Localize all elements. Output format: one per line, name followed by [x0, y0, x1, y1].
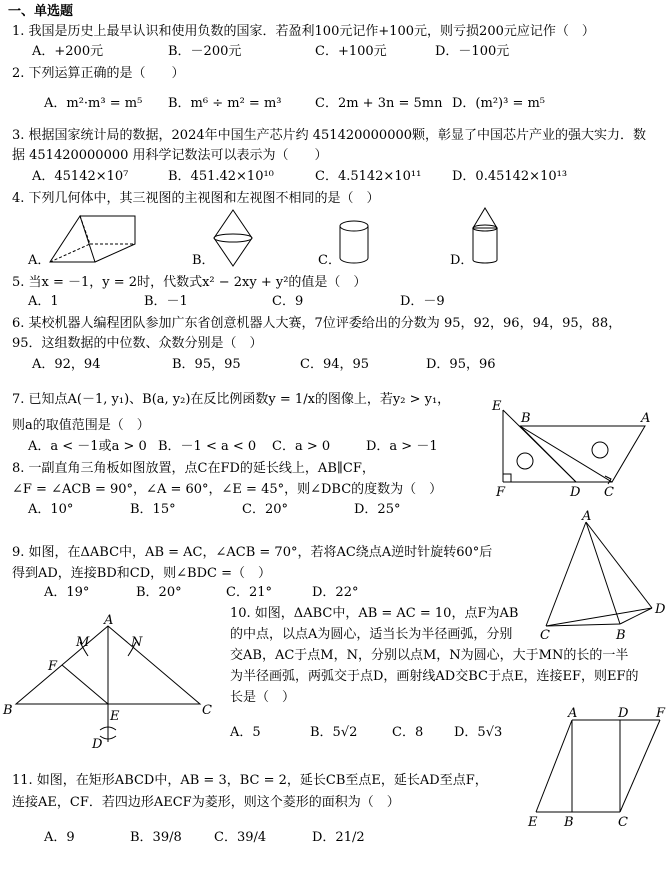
q4-option-b[interactable]: B．: [192, 253, 215, 268]
q3-stem-line2: 据 451420000000 用科学记数法可以表示为（ ）: [12, 148, 328, 163]
q8-option-a[interactable]: A．10°: [28, 502, 74, 517]
q2-option-c[interactable]: C．2m + 3n = 5mn: [315, 96, 443, 111]
q8-stem-line1: 8. 一副直角三角板如图放置，点C在FD的延长线上，AB∥CF，: [12, 461, 375, 476]
q10-label-e: E: [110, 709, 120, 724]
q2-option-d[interactable]: D．(m²)³ = m⁵: [452, 96, 546, 111]
double-cone-figure: [208, 208, 258, 270]
q5-option-d[interactable]: D．－9: [400, 294, 445, 309]
q5-option-a[interactable]: A．1: [28, 294, 59, 309]
q10-option-c[interactable]: C．8: [392, 725, 424, 740]
q11-rhombus-figure: [520, 708, 670, 830]
q8-label-c: C: [604, 485, 614, 500]
q11-label-a: A: [568, 706, 578, 721]
q9-rotation-figure: [536, 510, 671, 642]
q8-triangle-boards-figure: [488, 398, 668, 500]
q11-label-e: E: [528, 815, 538, 830]
q11-label-c: C: [618, 815, 628, 830]
q7-option-d[interactable]: D．a > －1: [366, 439, 438, 454]
q4-option-a[interactable]: A．: [28, 253, 51, 268]
q10-label-n: N: [131, 635, 143, 650]
cone-on-cylinder-figure: [466, 206, 506, 268]
q10-label-d: D: [92, 737, 103, 752]
q8-option-b[interactable]: B．15°: [130, 502, 176, 517]
q9-label-c: C: [540, 628, 550, 643]
q6-stem-line2: 95．这组数据的中位数、众数分别是（ ）: [12, 336, 263, 351]
q7-stem-line1: 7. 已知点A(－1, y₁)、B(a, y₂)在反比例函数y = 1/x的图像上，若y₂ > y₁，: [12, 392, 451, 407]
q7-option-c[interactable]: C．a > 0: [272, 439, 331, 454]
section-title: 一、单选题: [8, 4, 74, 19]
q8-label-b: B: [521, 411, 531, 426]
q4-option-d[interactable]: D．: [450, 253, 474, 268]
q10-stem-line5: 长是（ ）: [230, 690, 296, 705]
q10-label-a: A: [104, 613, 114, 628]
q9-option-a[interactable]: A．19°: [44, 585, 90, 600]
q10-stem-line1: 10. 如图，ΔABC中，AB = AC = 10，点F为AB: [230, 606, 519, 621]
q11-label-f: F: [656, 706, 666, 721]
q3-option-c[interactable]: C．4.5142×10¹¹: [315, 169, 422, 184]
q3-option-b[interactable]: B．451.42×10¹⁰: [168, 169, 274, 184]
q1-option-d[interactable]: D．－100元: [435, 44, 510, 59]
q4-stem: 4. 下列几何体中，其三视图的主视图和左视图不相同的是（ ）: [12, 191, 380, 206]
q8-label-e: E: [492, 399, 502, 414]
q10-stem-line3: 交AB，AC于点M，N，分别以点M，N为圆心，大于MN的长的一半: [230, 648, 629, 663]
q4-option-c[interactable]: C．: [318, 253, 341, 268]
q11-stem-line2: 连接AE，CF．若四边形AECF为菱形，则这个菱形的面积为（ ）: [12, 795, 400, 810]
q7-stem-line2: 则a的取值范围是（ ）: [12, 418, 150, 433]
triangular-prism-figure: [40, 210, 140, 270]
q9-label-a: A: [582, 509, 592, 524]
q11-option-c[interactable]: C．39/4: [214, 830, 267, 845]
q9-stem-line2: 得到AD，连接BD和CD，则∠BDC =（ ）: [12, 566, 271, 581]
q11-label-b: B: [564, 815, 574, 830]
q6-stem-line1: 6. 某校机器人编程团队参加广东省创意机器人大赛，7位评委给出的分数为 95，92，96，94，95，88，: [12, 316, 622, 331]
q10-isosceles-figure: [0, 612, 222, 758]
q11-label-d: D: [618, 706, 629, 721]
q1-option-b[interactable]: B．－200元: [168, 44, 242, 59]
q6-option-d[interactable]: D．95，96: [426, 357, 496, 372]
q5-option-b[interactable]: B．－1: [144, 294, 188, 309]
q9-option-b[interactable]: B．20°: [136, 585, 182, 600]
q10-option-b[interactable]: B．5√2: [310, 725, 358, 740]
q10-label-f: F: [48, 659, 58, 674]
q7-option-a[interactable]: A．a < －1或a > 0: [28, 439, 147, 454]
q8-stem-line2: ∠F = ∠ACB = 90°，∠A = 60°，∠E = 45°，则∠DBC的度数为（ ）: [12, 482, 443, 497]
q3-stem-line1: 3. 根据国家统计局的数据，2024年中国生产芯片约 451420000000颗，彰显了中国芯片产业的强大实力．数: [12, 128, 647, 143]
q3-option-a[interactable]: A．45142×10⁷: [32, 169, 129, 184]
q5-stem: 5. 当x = －1，y = 2时，代数式x² − 2xy + y²的值是（ ）: [12, 275, 367, 290]
q9-option-d[interactable]: D．22°: [312, 585, 359, 600]
q6-option-b[interactable]: B．95，95: [172, 357, 241, 372]
q10-label-m: M: [76, 635, 90, 650]
q10-option-a[interactable]: A．5: [230, 725, 261, 740]
q11-option-b[interactable]: B．39/8: [130, 830, 182, 845]
q11-option-d[interactable]: D．21/2: [312, 830, 365, 845]
q6-option-c[interactable]: C．94，95: [300, 357, 370, 372]
q10-label-c: C: [202, 703, 212, 718]
q1-option-c[interactable]: C．+100元: [315, 44, 387, 59]
q1-stem: 1. 我国是历史上最早认识和使用负数的国家．若盈利100元记作+100元，则亏损200元应记作（ ）: [12, 24, 595, 39]
q1-option-a[interactable]: A．+200元: [32, 44, 104, 59]
q10-option-d[interactable]: D．5√3: [454, 725, 503, 740]
q9-stem-line1: 9. 如图，在ΔABC中，AB = AC，∠ACB = 70°，若将AC绕点A逆时针旋转60°后: [12, 545, 493, 560]
q10-stem-line4: 为半径画弧，两弧交于点D，画射线AD交BC于点E，连接EF，则EF的: [230, 669, 639, 684]
q11-option-a[interactable]: A．9: [44, 830, 75, 845]
q10-label-b: B: [3, 703, 13, 718]
q9-label-b: B: [616, 628, 626, 643]
q2-option-a[interactable]: A．m²·m³ = m⁵: [44, 96, 143, 111]
q9-label-d: D: [655, 602, 666, 617]
q5-option-c[interactable]: C．9: [272, 294, 304, 309]
q6-option-a[interactable]: A．92，94: [32, 357, 101, 372]
q9-option-c[interactable]: C．21°: [226, 585, 272, 600]
q11-stem-line1: 11. 如图，在矩形ABCD中，AB = 3，BC = 2，延长CB至点E，延长AD至点F，: [12, 773, 488, 788]
q8-label-d: D: [570, 485, 581, 500]
q8-option-c[interactable]: C．20°: [242, 502, 288, 517]
q7-option-b[interactable]: B．－1 < a < 0: [158, 439, 257, 454]
q8-label-f: F: [496, 485, 506, 500]
q3-option-d[interactable]: D．0.45142×10¹³: [452, 169, 568, 184]
cylinder-figure: [336, 218, 376, 268]
q2-stem: 2. 下列运算正确的是（ ）: [12, 66, 185, 81]
q8-label-a: A: [641, 411, 651, 426]
q10-stem-line2: 的中点，以点A为圆心，适当长为半径画弧，分别: [230, 627, 513, 642]
q8-option-d[interactable]: D．25°: [354, 502, 401, 517]
q2-option-b[interactable]: B．m⁶ ÷ m² = m³: [168, 96, 282, 111]
